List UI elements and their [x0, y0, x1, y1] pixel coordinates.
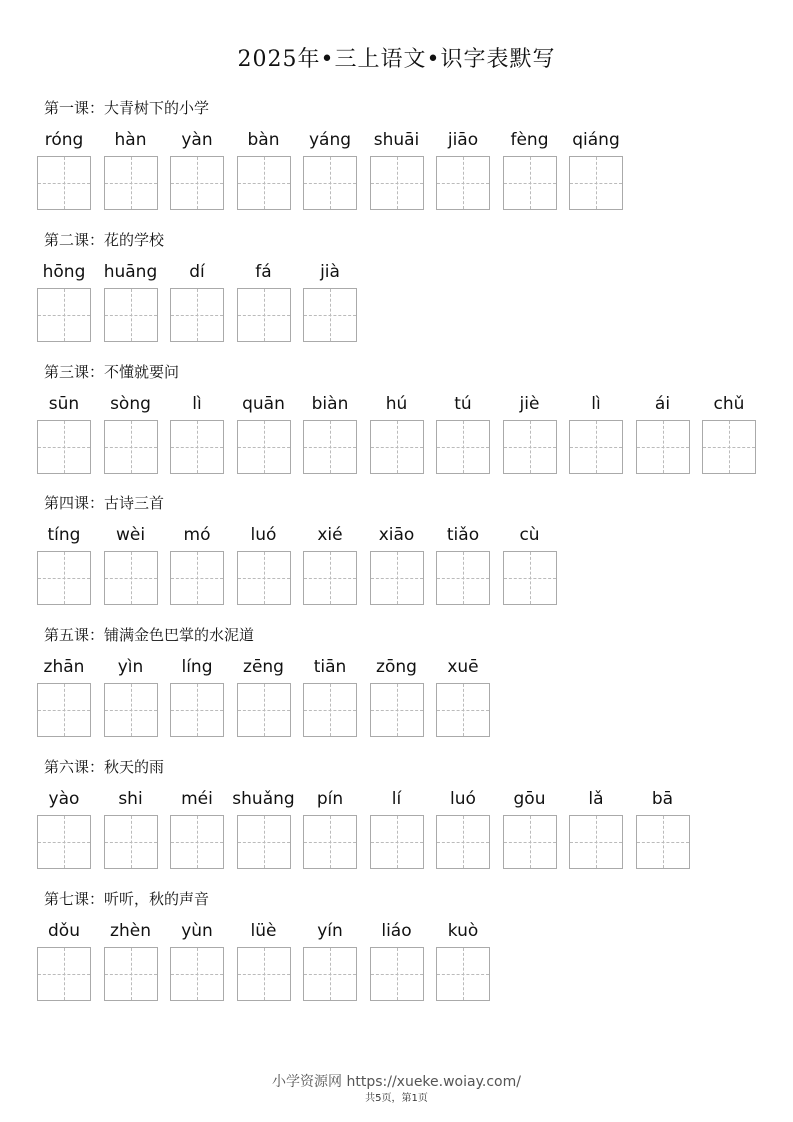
writing-grid-box — [104, 683, 158, 737]
lesson-heading: 第四课：古诗三首 — [44, 494, 165, 513]
writing-grid-box — [37, 947, 91, 1001]
pinyin-label: shuāi — [373, 130, 420, 150]
pinyin-label: lì — [591, 393, 601, 414]
lesson-section — [0, 362, 793, 482]
writing-grid-box — [303, 551, 357, 605]
pinyin-label: fèng — [510, 130, 549, 150]
writing-grid-box — [237, 947, 291, 1001]
pinyin-label: zōng — [376, 657, 417, 678]
pinyin-label: huāng — [103, 261, 158, 282]
writing-grid-box — [370, 551, 424, 605]
lesson-heading: 第六课：秋天的雨 — [44, 758, 165, 776]
page-title: 2025年•三上语文•识字表默写 — [237, 47, 556, 72]
pinyin-label: gōu — [513, 789, 546, 809]
writing-grid-box — [702, 420, 756, 474]
writing-grid-box — [303, 683, 357, 737]
writing-grid-box — [636, 815, 690, 869]
writing-grid-box — [237, 815, 291, 869]
pinyin-label: luó — [450, 789, 476, 809]
writing-grid-box — [303, 420, 357, 474]
pinyin-label: zhān — [43, 657, 85, 678]
writing-grid-box — [104, 815, 158, 869]
writing-grid-box — [37, 683, 91, 737]
pinyin-label: chǔ — [713, 393, 745, 414]
writing-grid-box — [170, 420, 224, 474]
writing-grid-box — [503, 551, 557, 605]
pinyin-label: tíng — [47, 525, 81, 546]
pinyin-label: líng — [181, 657, 213, 678]
lesson-heading: 第五课：铺满金色巴掌的水泥道 — [44, 626, 255, 645]
lesson-section — [0, 757, 793, 877]
writing-grid-box — [237, 683, 291, 737]
pinyin-label: yìn — [117, 657, 144, 678]
lesson-section — [0, 625, 793, 745]
pinyin-label: hōng — [42, 261, 86, 282]
pinyin-label: yáng — [308, 130, 352, 150]
writing-grid-box — [303, 156, 357, 210]
writing-grid-box — [436, 815, 490, 869]
writing-grid-box — [237, 420, 291, 474]
pinyin-label: ái — [654, 393, 671, 414]
pinyin-label: jiè — [519, 393, 540, 414]
pinyin-label: bàn — [247, 130, 280, 150]
writing-grid-box — [503, 156, 557, 210]
pinyin-label: dí — [189, 261, 205, 282]
footer-source: 小学资源网 https://xueke.woiay.com/ — [272, 1074, 521, 1090]
writing-grid-box — [37, 551, 91, 605]
pinyin-label: tiǎo — [446, 525, 480, 546]
writing-grid-box — [370, 683, 424, 737]
pinyin-label: yín — [317, 920, 343, 941]
writing-grid-box — [37, 420, 91, 474]
lesson-heading: 第二课：花的学校 — [44, 230, 165, 249]
pinyin-label: zēng — [243, 657, 284, 678]
footer-page-number: 共5页，第1页 — [365, 1093, 428, 1104]
pinyin-label: yùn — [181, 920, 213, 941]
writing-grid-box — [436, 683, 490, 737]
writing-grid-box — [104, 156, 158, 210]
pinyin-label: hú — [385, 393, 408, 414]
pinyin-label: yào — [48, 789, 80, 809]
pinyin-label: liáo — [381, 920, 412, 941]
pinyin-label: lüè — [250, 920, 277, 941]
writing-grid-box — [237, 288, 291, 342]
writing-grid-box — [636, 420, 690, 474]
writing-grid-box — [37, 156, 91, 210]
pinyin-label: xiāo — [378, 525, 415, 546]
pinyin-label: mó — [183, 525, 211, 546]
pinyin-label: kuò — [447, 920, 479, 941]
pinyin-label: lì — [192, 393, 202, 414]
pinyin-label: pín — [316, 789, 344, 809]
pinyin-label: yàn — [181, 130, 213, 150]
writing-grid-box — [170, 288, 224, 342]
lesson-section — [0, 98, 793, 218]
writing-grid-box — [104, 947, 158, 1001]
writing-grid-box — [303, 288, 357, 342]
pinyin-label: lí — [391, 789, 402, 809]
pinyin-label: sòng — [110, 393, 151, 414]
pinyin-label: jiāo — [447, 130, 479, 150]
writing-grid-box — [104, 420, 158, 474]
writing-grid-box — [104, 288, 158, 342]
lesson-section — [0, 889, 793, 1009]
writing-grid-box — [370, 815, 424, 869]
writing-grid-box — [237, 551, 291, 605]
pinyin-label: fá — [255, 261, 272, 282]
writing-grid-box — [503, 420, 557, 474]
writing-grid-box — [370, 420, 424, 474]
writing-grid-box — [569, 156, 623, 210]
writing-grid-box — [436, 947, 490, 1001]
writing-grid-box — [37, 288, 91, 342]
pinyin-label: tiān — [313, 657, 347, 678]
writing-grid-box — [303, 947, 357, 1001]
pinyin-label: lǎ — [588, 789, 604, 809]
writing-grid-box — [436, 551, 490, 605]
lesson-heading: 第三课：不懂就要问 — [44, 362, 180, 381]
lesson-heading: 第七课：听听，秋的声音 — [44, 889, 210, 908]
writing-grid-box — [170, 156, 224, 210]
pinyin-label: qiáng — [572, 130, 620, 150]
writing-grid-box — [237, 156, 291, 210]
lesson-section — [0, 230, 793, 350]
pinyin-label: shuǎng — [232, 789, 295, 809]
writing-grid-box — [569, 815, 623, 869]
pinyin-label: cù — [519, 525, 540, 546]
pinyin-label: hàn — [114, 130, 147, 150]
pinyin-label: bā — [651, 789, 674, 809]
writing-grid-box — [170, 815, 224, 869]
pinyin-label: sūn — [48, 393, 80, 414]
pinyin-label: wèi — [115, 525, 146, 546]
pinyin-label: jià — [320, 261, 340, 282]
pinyin-label: shi — [118, 789, 143, 809]
lesson-heading: 第一课：大青树下的小学 — [44, 99, 210, 117]
writing-grid-box — [170, 683, 224, 737]
writing-grid-box — [370, 156, 424, 210]
pinyin-label: méi — [181, 789, 213, 809]
writing-grid-box — [303, 815, 357, 869]
writing-grid-box — [436, 156, 490, 210]
writing-grid-box — [170, 551, 224, 605]
pinyin-label: róng — [44, 130, 84, 150]
pinyin-label: zhèn — [110, 920, 151, 941]
writing-grid-box — [37, 815, 91, 869]
writing-grid-box — [503, 815, 557, 869]
pinyin-label: dǒu — [48, 920, 80, 941]
pinyin-label: xuē — [447, 657, 479, 678]
writing-grid-box — [436, 420, 490, 474]
writing-grid-box — [170, 947, 224, 1001]
pinyin-label: luó — [250, 525, 277, 546]
pinyin-label: xié — [317, 525, 343, 546]
writing-grid-box — [569, 420, 623, 474]
lesson-section — [0, 493, 793, 613]
writing-grid-box — [104, 551, 158, 605]
pinyin-label: biàn — [311, 393, 349, 414]
writing-grid-box — [370, 947, 424, 1001]
pinyin-label: quān — [242, 393, 285, 414]
pinyin-label: tú — [454, 393, 472, 414]
